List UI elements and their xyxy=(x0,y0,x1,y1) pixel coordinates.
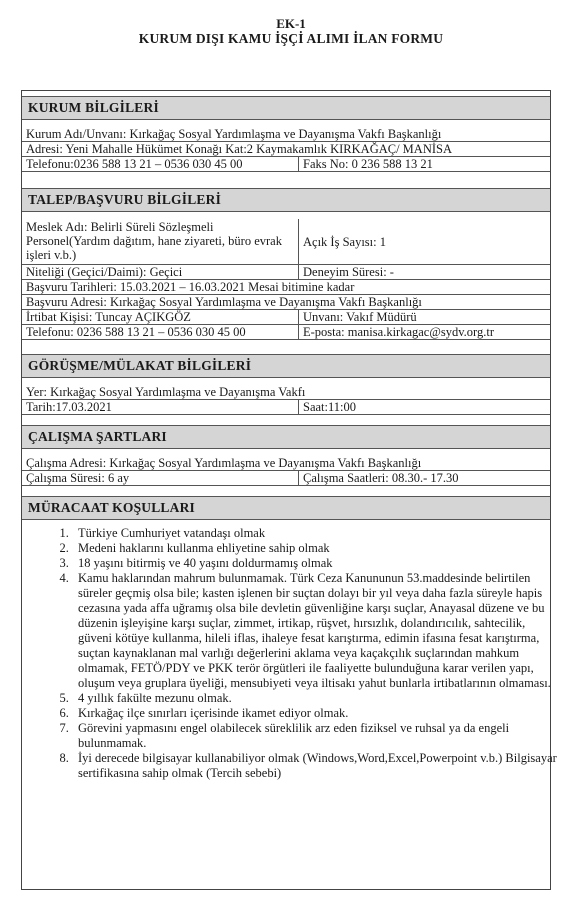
deneyim-suresi: Deneyim Süresi: - xyxy=(298,265,550,279)
nitelik-row xyxy=(22,265,550,280)
kurum-faks: Faks No: 0 236 588 13 21 xyxy=(298,157,550,171)
kurum-telefon: Telefonu:0236 588 13 21 – 0536 030 45 00 xyxy=(26,157,243,171)
list-item: 6. Kırkağaç ilçe sınırları içerisinde ikamet ediyor olmak. xyxy=(72,706,562,721)
meslek-row xyxy=(22,219,550,265)
kurum-adi: Kurum Adı/Unvanı: Kırkağaç Sosyal Yardımlaşma ve Dayanışma Vakfı Başkanlığı xyxy=(26,127,442,141)
form-frame xyxy=(21,90,557,890)
basvuru-adresi: Başvuru Adresi: Kırkağaç Sosyal Yardımlaşma ve Dayanışma Vakfı Başkanlığı xyxy=(26,295,422,309)
calisma-adresi-row xyxy=(22,456,550,471)
gorusme-yer: Yer: Kırkağaç Sosyal Yardımlaşma ve Dayanışma Vakfı xyxy=(26,385,306,399)
section-gorusme-mulakat: GÖRÜŞME/MÜLAKAT BİLGİLERİ xyxy=(22,354,550,378)
kurum-adres: Adresi: Yeni Mahalle Hükümet Konağı Kat:2 Kaymakamlık KIRKAĞAÇ/ MANİSA xyxy=(26,142,452,156)
list-item: 3. 18 yaşını bitirmiş ve 40 yaşını doldurmamış olmak xyxy=(72,556,562,571)
list-item: 5. 4 yıllık fakülte mezunu olmak. xyxy=(72,691,562,706)
muracaat-list xyxy=(50,526,562,781)
meslek-adi: Meslek Adı: Belirli Süreli Sözleşmeli Personel(Yardım dağıtım, hane ziyareti, büro evrak işleri v.b.) xyxy=(26,220,282,262)
list-item: 2. Medeni haklarını kullanma ehliyetine sahip olmak xyxy=(72,541,562,556)
irtibat-kisisi: İrtibat Kişisi: Tuncay AÇIKGÖZ xyxy=(26,310,191,324)
irtibat-row xyxy=(22,310,550,325)
e-posta: E-posta: manisa.kirkagac@sydv.org.tr xyxy=(298,325,550,339)
section-muracaat-kosullari: MÜRACAAT KOŞULLARI xyxy=(22,496,550,520)
gorusme-tarih: Tarih:17.03.2021 xyxy=(26,400,112,414)
list-item: 1. Türkiye Cumhuriyet vatandaşı olmak xyxy=(72,526,562,541)
talep-iletisim-row xyxy=(22,325,550,340)
gorusme-yer-row xyxy=(22,385,550,400)
gorusme-tarih-row xyxy=(22,400,550,415)
calisma-suresi-row xyxy=(22,471,550,486)
basvuru-tarihleri-row xyxy=(22,280,550,295)
calisma-suresi: Çalışma Süresi: 6 ay xyxy=(26,471,130,485)
kurum-adres-row xyxy=(22,142,550,157)
calisma-saatleri: Çalışma Saatleri: 08.30.- 17.30 xyxy=(298,471,550,485)
gorusme-saat: Saat:11:00 xyxy=(298,400,550,414)
list-item: 7. Görevini yapmasını engel olabilecek süreklilik arz eden fiziksel ve ruhsal ya da engeli bulunmamak. xyxy=(72,721,562,751)
annex-label: EK-1 xyxy=(276,16,306,31)
kurum-adi-row xyxy=(22,127,550,142)
calisma-adresi: Çalışma Adresi: Kırkağaç Sosyal Yardımlaşma ve Dayanışma Vakfı Başkanlığı xyxy=(26,456,422,470)
section-talep-basvuru: TALEP/BAŞVURU BİLGİLERİ xyxy=(22,188,550,212)
talep-telefon: Telefonu: 0236 588 13 21 – 0536 030 45 00 xyxy=(26,325,246,339)
kurum-iletisim-row xyxy=(22,157,550,172)
basvuru-tarihleri: Başvuru Tarihleri: 15.03.2021 – 16.03.2021 Mesai bitimine kadar xyxy=(26,280,355,294)
acik-is-sayisi: Açık İş Sayısı: 1 xyxy=(298,219,550,264)
basvuru-adresi-row xyxy=(22,295,550,310)
section-calisma-sartlari: ÇALIŞMA ŞARTLARI xyxy=(22,425,550,449)
list-item: 8. İyi derecede bilgisayar kullanabiliyor olmak (Windows,Word,Excel,Powerpoint v.b.) Bilgisayar sertifikasına sahip olmak (Tercih sebebi) xyxy=(72,751,562,781)
section-kurum-bilgileri: KURUM BİLGİLERİ xyxy=(22,96,550,120)
form-title: KURUM DIŞI KAMU İŞÇİ ALIMI İLAN FORMU xyxy=(138,31,444,46)
unvani: Unvanı: Vakıf Müdürü xyxy=(298,310,550,324)
niteligi: Niteliği (Geçici/Daimi): Geçici xyxy=(26,265,183,279)
list-item: 4. Kamu haklarından mahrum bulunmamak. Türk Ceza Kanununun 53.maddesinde belirtilen süreler geçmiş olsa bile; kasten işlenen bir suçtan dolayı bir yıl veya daha fazla süreyle hapis cezasına yada affa uğramış olsa bile devletin güvenliğine karşı suçlar, Anayasal düzene ve bu düzenin işleyişine karşı suçlar, zimmet, irtikap, rüşvet, hırsızlık, dolandırıcılık, sahtecilik, güveni kötüye kullanma, hileli iflas, ihaleye fesat karıştırma, edimin ifasına fesat karıştırma, suçtan kaynaklanan mal varlığı değerlerini aklama veya kaçakçılık suçlarından mahkum olmamak, FETÖ/PDY ve PKK terör örgütleri ile faaliyette bulunduğuna karar verilen yapı, oluşum veya gruplara üyeliği, mensubiyeti veya iltisakı yahut bunlarla irtibatlarının olmaması. xyxy=(72,571,562,691)
